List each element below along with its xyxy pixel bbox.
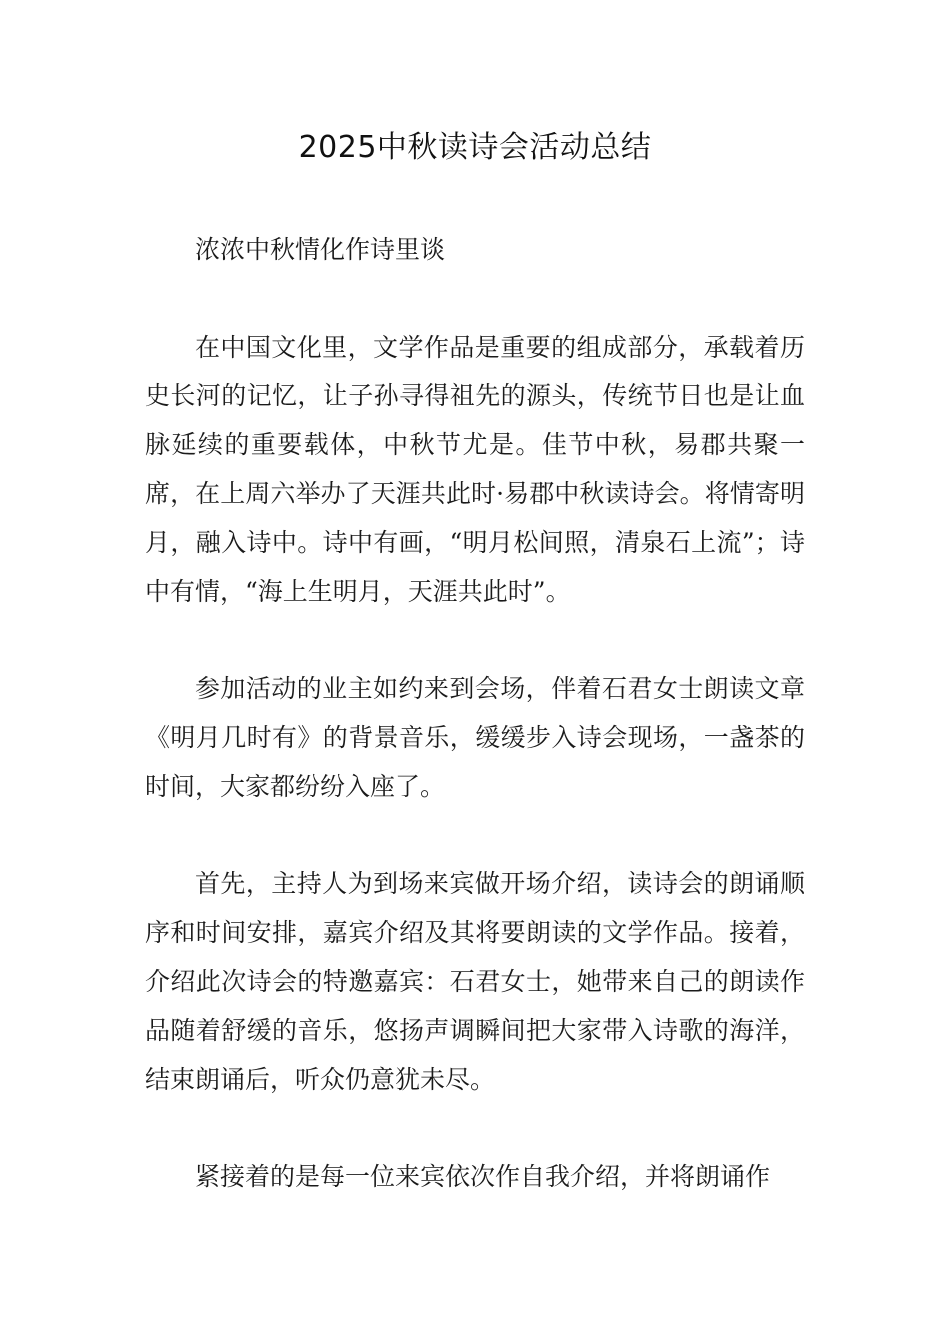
document-title: 2025中秋读诗会活动总结 — [298, 130, 652, 165]
paragraph-3: 首先，主持人为到场来宾做开场介绍，读诗会的朗诵顺序和时间安排，嘉宾介绍及其将要朗读的文学作品。接着，介绍此次诗会的特邀嘉宾：石君女士，她带来自己的朗读作品随着舒缓的音乐，悠扬声调瞬间把大家带入诗歌的海洋，结束朗诵后，听众仍意犹未尽。 — [145, 869, 805, 1094]
paragraph-gap — [145, 275, 805, 324]
document-subtitle: 浓浓中秋情化作诗里谈 — [195, 235, 446, 264]
paragraph-1: 在中国文化里，文学作品是重要的组成部分，承载着历史长河的记忆，让子孙寻得祖先的源头，传统节日也是让血脉延续的重要载体，中秋节尤是。佳节中秋，易郡共聚一席，在上周六举办了天涯共此时·易郡中秋读诗会。将情寄明月，融入诗中。诗中有画，“明月松间照，清泉石上流”；诗中有情，“海上生明月，天涯共此时”。 — [145, 332, 805, 606]
document-body — [145, 226, 805, 1202]
paragraph-gap — [145, 1104, 805, 1153]
paragraph-2: 参加活动的业主如约来到会场，伴着石君女士朗读文章《明月几时有》的背景音乐，缓缓步入诗会现场，一盏茶的时间，大家都纷纷入座了。 — [145, 674, 805, 801]
paragraph-gap — [145, 616, 805, 665]
paragraph-gap — [145, 812, 805, 861]
paragraph-4: 紧接着的是每一位来宾依次作自我介绍，并将朗诵作 — [195, 1162, 771, 1192]
